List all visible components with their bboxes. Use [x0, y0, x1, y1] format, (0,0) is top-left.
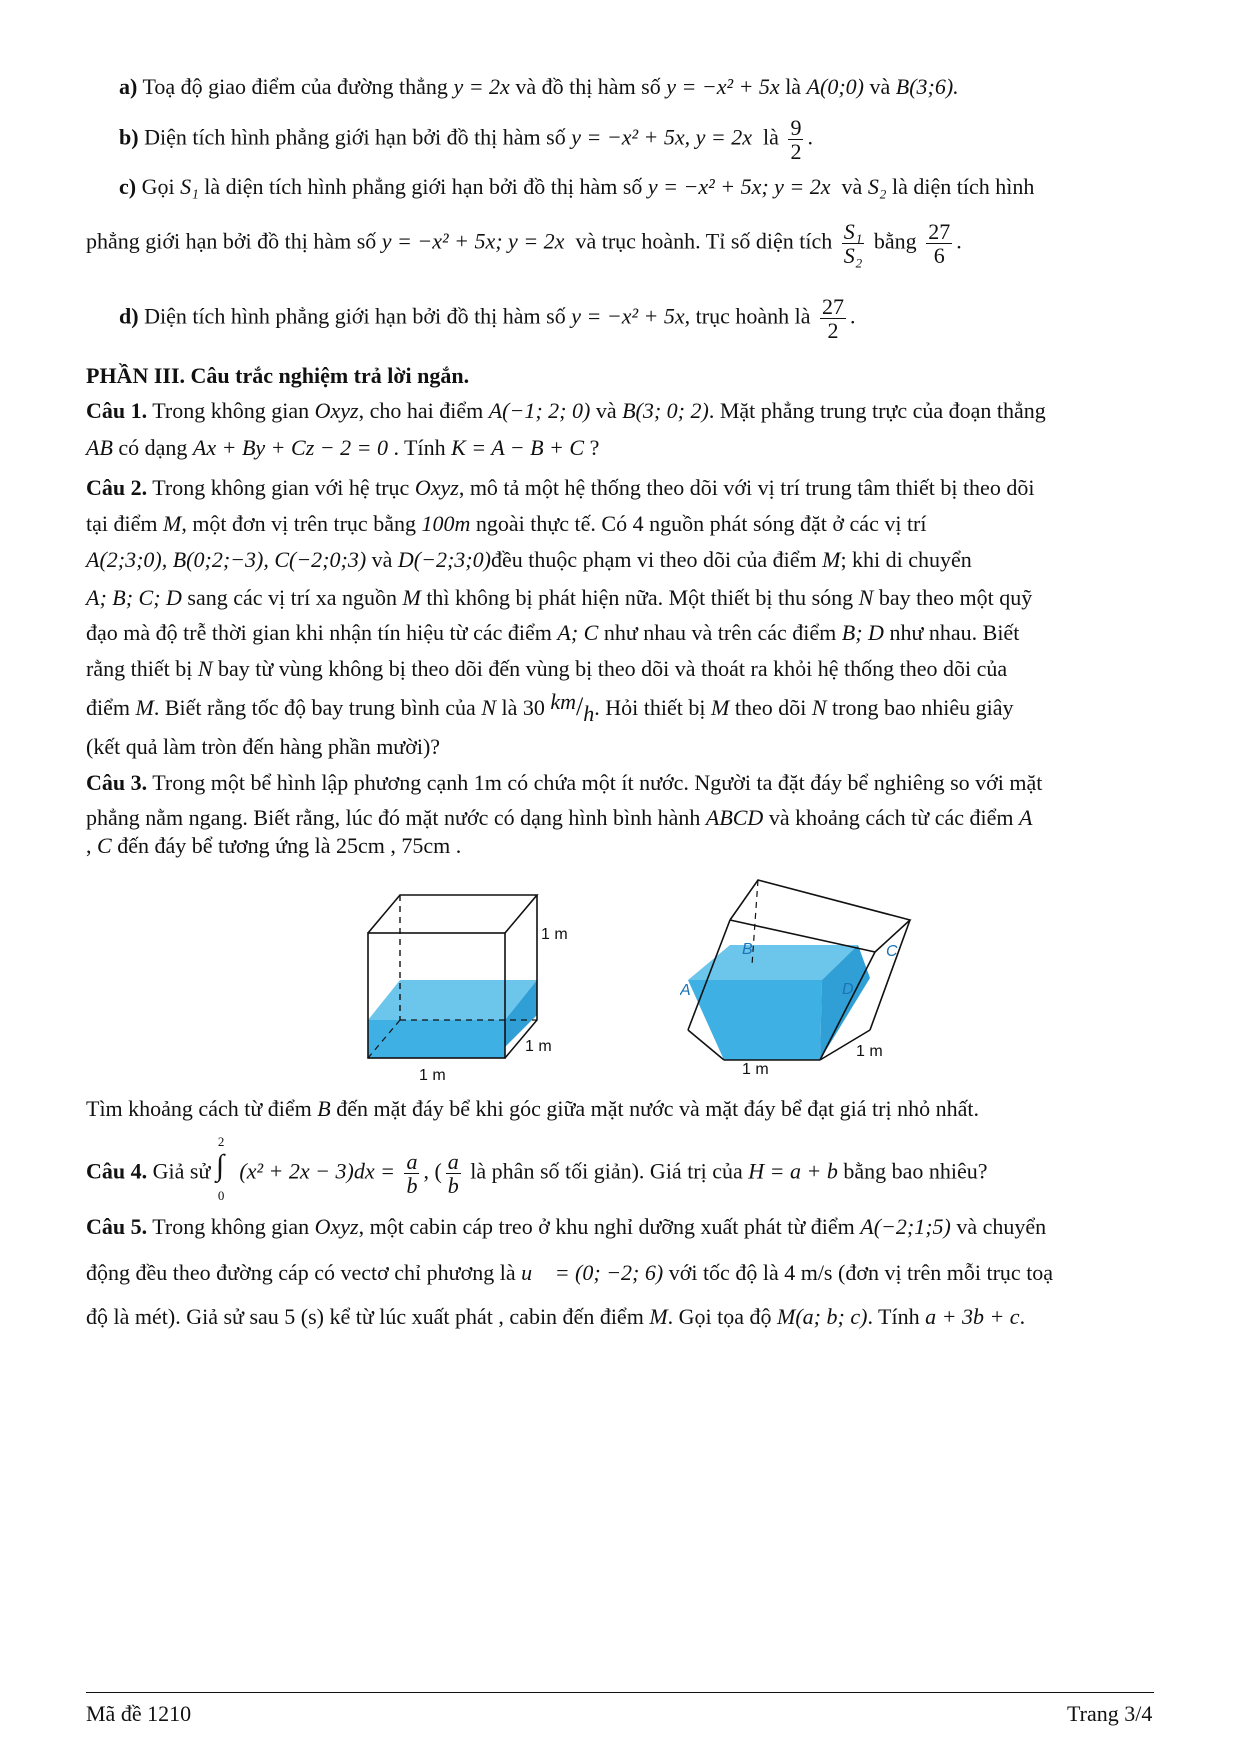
- item-label: c): [119, 174, 137, 199]
- fig2-bottom-label: 1 m: [742, 1061, 769, 1078]
- question-label: Câu 4.: [86, 1158, 148, 1184]
- q2-line6: rằng thiết bị N bay từ vùng không bị theo dõi đến vùng bị theo dõi và thoát ra khỏi hệ thống theo dõi của: [86, 656, 1008, 681]
- tilted-top-face: [730, 880, 910, 952]
- q2-line3: A(2;3;0), B(0;2;−3), C(−2;0;3) và D(−2;3;0)đều thuộc phạm vi theo dõi của điểm M; khi di chuyển: [86, 547, 972, 572]
- formula: S₂: [867, 174, 887, 199]
- fig1-top-label: 1 m: [541, 926, 568, 943]
- text: , trục hoành là: [684, 303, 811, 329]
- q2-line1: Câu 2. Trong không gian với hệ trục Oxyz, mô tả một hệ thống theo dõi với vị trí trung tâm thiết bị theo dõi: [86, 475, 1035, 500]
- fig2-label-A: A: [680, 982, 691, 999]
- q5-line3: độ là mét). Giả sử sau 5 (s) kể từ lúc xuất phát , cabin đến điểm M. Gọi tọa độ M(a; b; c). Tính a + 3b + c.: [86, 1304, 1026, 1329]
- fraction: $\frac{27}{6}$: [928, 219, 951, 269]
- formula: y = −x² + 5x; y = 2x: [647, 174, 831, 199]
- q2-line8: (kết quả làm tròn đến hàng phần mười)?: [86, 734, 441, 759]
- q2-line4: A; B; C; D sang các vị trí xa nguồn M thì không bị phát hiện nữa. Một thiết bị thu sóng N bay theo một quỹ: [86, 585, 1033, 610]
- ratio-fraction: $\frac{\text{S₁}}{\text{S₂}}$: [843, 219, 863, 269]
- q2-line7: điểm M. Biết rằng tốc độ bay trung bình của N là 30 km/h. Hỏi thiết bị M theo dõi N trong bao nhiêu giây: [86, 689, 1014, 726]
- text: và trục hoành. Tỉ số diện tích: [575, 228, 833, 254]
- fig2-label-C: C: [886, 943, 898, 960]
- item-b: b) Diện tích hình phẳng giới hạn bởi đồ thị hàm số y = −x² + 5x, y = 2x là $\frac{9}{2}$ .: [119, 115, 813, 165]
- text: là: [763, 124, 779, 150]
- text: Diện tích hình phẳng giới hạn bởi đồ thị hàm số: [144, 303, 566, 329]
- cube-figure-tilted: [680, 870, 920, 1085]
- q3-line2: phẳng nằm ngang. Biết rằng, lúc đó mặt nước có dạng hình bình hành ABCD và khoảng cách từ các điểm A: [86, 805, 1033, 830]
- fig2-label-D: D: [842, 981, 854, 998]
- item-c-line1: [119, 176, 1034, 198]
- q3-line3: , C đến đáy bể tương ứng là 25cm , 75cm .: [86, 833, 462, 858]
- fraction: $\frac{a}{b}$: [406, 1149, 418, 1199]
- q5-line2: động đều theo đường cáp có vectơ chỉ phương là u⃗ = (0; −2; 6) với tốc độ là 4 m/s (đơn vị trên mỗi trục toạ: [86, 1260, 1054, 1285]
- cube-top-edge: [368, 895, 537, 933]
- formula: y = −x² + 5x; y = 2x: [381, 228, 565, 254]
- text: là: [785, 74, 802, 99]
- text: và: [869, 74, 891, 99]
- fig2-label-B: B: [742, 941, 753, 958]
- text: là diện tích hình: [891, 174, 1035, 199]
- q4-line: Câu 4. Giả sử 2 ∫ 0 (x² + 2x − 3)dx = $\frac{a}{b}$ , ( $\frac{a}{b}$ là phân số tối giản). Giá trị của H = a + b bằng bao nhiêu?: [86, 1133, 988, 1203]
- formula: S₁: [180, 174, 199, 199]
- q5-line1: Câu 5. Trong không gian Oxyz, một cabin cáp treo ở khu nghỉ dưỡng xuất phát từ điểm A(−2;1;5) và chuyển: [86, 1214, 1047, 1239]
- text: Toạ độ giao điểm của đường thẳng: [142, 74, 448, 99]
- footer-rule: [86, 1692, 1154, 1693]
- text: là diện tích hình phẳng giới hạn bởi đồ thị hàm số: [204, 174, 643, 199]
- item-c-line2: phẳng giới hạn bởi đồ thị hàm số y = −x² + 5x; y = 2x và trục hoành. Tỉ số diện tích $\frac{\text{S₁}}{\text{S₂}}$ bằng $\frac{27}{6}$ .: [86, 219, 962, 269]
- item-d: d) Diện tích hình phẳng giới hạn bởi đồ thị hàm số y = −x² + 5x, trục hoành là $\frac{27}{2}$ .: [119, 294, 856, 344]
- water-front-lower: [368, 1047, 505, 1058]
- integral: 2 ∫ 0: [215, 1133, 225, 1203]
- fraction: $\frac{9}{2}$: [790, 115, 802, 165]
- text: và đồ thị hàm số: [515, 74, 661, 99]
- item-a: [119, 76, 959, 98]
- formula: y = −x² + 5x: [666, 74, 780, 99]
- item-label: d): [119, 303, 139, 329]
- text: và: [841, 174, 863, 199]
- item-label: a): [119, 74, 138, 99]
- cube-figure-upright: [355, 885, 595, 1090]
- formula: A(0;0): [806, 74, 864, 99]
- fig1-right-label: 1 m: [525, 1038, 552, 1055]
- question-label: Câu 5.: [86, 1214, 148, 1239]
- q3-question: Tìm khoảng cách từ điểm B đến mặt đáy bể khi góc giữa mặt nước và mặt đáy bể đạt giá trị nhỏ nhất.: [86, 1096, 979, 1121]
- footer-page-number: Trang 3/4: [1067, 1701, 1153, 1726]
- question-label: Câu 3.: [86, 770, 148, 795]
- fig1-bottom-label: 1 m: [419, 1067, 446, 1084]
- item-label: b): [119, 124, 139, 150]
- tilted-back-right: [870, 920, 910, 1030]
- text: Gọi: [141, 174, 175, 199]
- formula: B(3;6).: [895, 74, 959, 99]
- q1-line2: AB có dạng Ax + By + Cz − 2 = 0 . Tính K = A − B + C ?: [86, 435, 600, 460]
- fraction: $\frac{a}{b}$: [447, 1149, 459, 1199]
- formula: y = −x² + 5x, y = 2x: [571, 124, 753, 150]
- section-title: PHẦN III. Câu trắc nghiệm trả lời ngắn.: [86, 363, 470, 388]
- fraction: $\frac{27}{2}$: [822, 294, 845, 344]
- q2-line2: tại điểm M, một đơn vị trên trục bằng 100m ngoài thực tế. Có 4 nguồn phát sóng đặt ở các vị trí: [86, 511, 927, 536]
- q3-line1: Câu 3. Trong một bể hình lập phương cạnh 1m có chứa một ít nước. Người ta đặt đáy bể nghiêng so với mặt: [86, 770, 1043, 795]
- q2-line5: đạo mà độ trễ thời gian khi nhận tín hiệu từ các điểm A; C như nhau và trên các điểm B; D như nhau. Biết: [86, 620, 1020, 645]
- text: Diện tích hình phẳng giới hạn bởi đồ thị hàm số: [144, 124, 566, 150]
- question-label: Câu 2.: [86, 475, 148, 500]
- text: phẳng giới hạn bởi đồ thị hàm số: [86, 228, 377, 254]
- formula: y = 2x: [453, 74, 510, 99]
- water-front-face: [368, 1020, 505, 1047]
- footer-exam-code: Mã đề 1210: [86, 1701, 192, 1726]
- text: bằng: [873, 228, 917, 254]
- water-front-face: [688, 980, 822, 1060]
- formula: y = −x² + 5x: [571, 303, 685, 329]
- fig2-right-label: 1 m: [856, 1043, 883, 1060]
- q1-line1: Câu 1. Trong không gian Oxyz, cho hai điểm A(−1; 2; 0) và B(3; 0; 2). Mặt phẳng trung trực của đoạn thẳng: [86, 398, 1046, 423]
- question-label: Câu 1.: [86, 398, 148, 423]
